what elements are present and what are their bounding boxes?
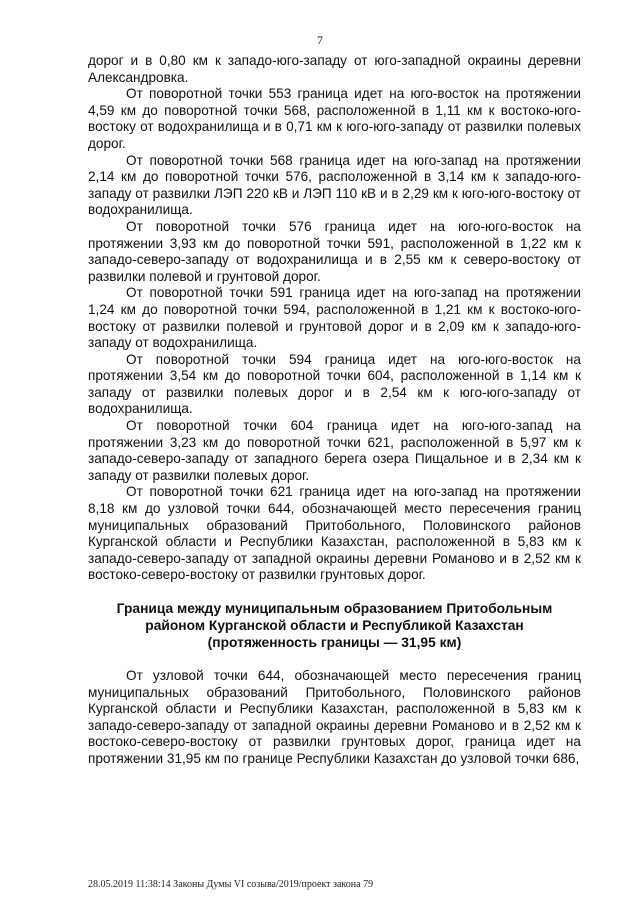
paragraph: От поворотной точки 576 граница идет на юго-юго-восток на протяжении 3,93 км до поворотной точки 591, расположенной в 1,22 км к западо-северо-западу от водохранилища и в 2,55 км к северо-востоку от развилки полевой и грунтовой дорог. [88,218,581,284]
document-body [88,53,581,768]
section-heading-line: (протяженность границы — 31,95 км) [207,635,462,650]
document-footer: 28.05.2019 11:38:14 Законы Думы VI созыва/2019/проект закона 79 [88,879,374,890]
paragraph-continuation: дорог и в 0,80 км к западо-юго-западу от юго-западной окраины деревни Александровка. [88,53,581,85]
page-number: 7 [317,33,323,47]
section-heading-line: Граница между муниципальным образованием Притобольным [116,601,553,616]
paragraph: От поворотной точки 591 граница идет на юго-запад на протяжении 1,24 км до поворотной точки 594, расположенной в 1,21 км к востоко-юго-востоку от развилки полевой и грунтовой дорог и в 2,09 км к западо-юго-западу от водохранилища. [88,285,581,351]
paragraph: От поворотной точки 568 граница идет на юго-запад на протяжении 2,14 км до поворотной точки 576, расположенной в 3,14 км к западо-юго-западу от развилки ЛЭП 220 кВ и ЛЭП 110 кВ и в 2,29 км к юго-юго-востоку от водохранилища. [88,152,581,218]
paragraph: От поворотной точки 553 граница идет на юго-восток на протяжении 4,59 км до поворотной точки 568, расположенной в 1,11 км к востоко-юго-востоку от водохранилища и в 0,71 км к юго-юго-западу от развилки полевых дорог. [88,86,581,151]
paragraph: От поворотной точки 604 граница идет на юго-юго-запад на протяжении 3,23 км до поворотной точки 621, расположенной в 5,97 км к западо-северо-западу от западного берега озера Пищальное и в 2,34 км к западу от развилки полевых дорог. [88,418,581,483]
section-heading [88,600,581,651]
section-heading-line: районом Курганской области и Республикой Казахстан [145,618,524,633]
paragraph: От поворотной точки 621 граница идет на юго-запад на протяжении 8,18 км до узловой точки 644, обозначающей место пересечения границ муниципальных образований Притобольного, Половинского районов Курганской области и Республики Казахстан, расположенной в 5,83 км к западо-северо-западу от западной окраины деревни Романово и в 2,52 км к востоко-северо-востоку от развилки грунтовых дорог. [88,484,581,583]
paragraph: От узловой точки 644, обозначающей место пересечения границ муниципальных образований Притобольного, Половинского районов Курганской области и Республики Казахстан, расположенной в 5,83 км к западо-северо-западу от западной окраины деревни Романово и в 2,52 км к востоко-северо-востоку от развилки грунтовых дорог, граница идет на протяжении 31,95 км по границе Республики Казахстан до узловой точки 686, [88,668,581,766]
section-body [88,668,581,768]
paragraph: От поворотной точки 594 граница идет на юго-юго-восток на протяжении 3,54 км до поворотной точки 604, расположенной в 1,14 км к западу от развилки полевых дорог и в 2,54 км к юго-юго-западу от водохранилища. [88,351,581,417]
